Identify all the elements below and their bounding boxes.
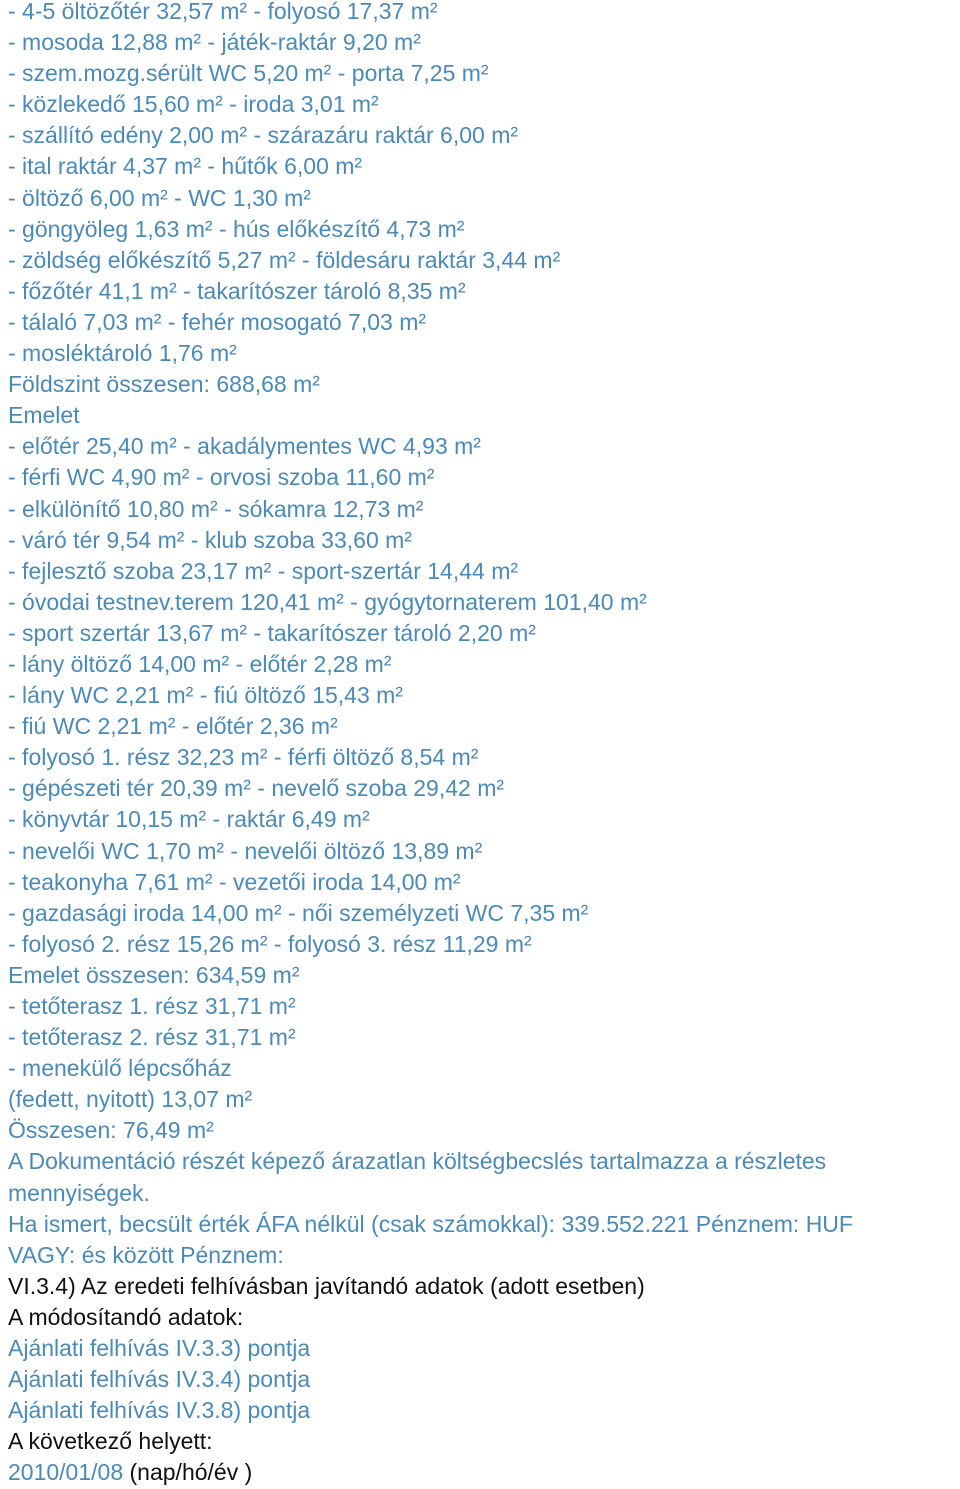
text-line: - tetőterasz 1. rész 31,71 m²: [8, 993, 296, 1019]
text-line: - ital raktár 4,37 m² - hűtők 6,00 m²: [8, 153, 363, 180]
document-body: [8, 0, 958, 1489]
text-line: - szállító edény 2,00 m² - szárazáru raktár 6,00 m²: [8, 122, 519, 149]
text-line: - menekülő lépcsőház: [8, 1055, 232, 1082]
text-line: VAGY: és között Pénznem:: [8, 1241, 284, 1268]
modify-label: A módosítandó adatok:: [8, 1303, 244, 1330]
text-line: - folyosó 1. rész 32,23 m² - férfi öltöző 8,54 m²: [8, 744, 479, 771]
text-line: - gépészeti tér 20,39 m² - nevelő szoba 29,42 m²: [8, 775, 505, 802]
text-line: - óvodai testnev.terem 120,41 m² - gyógytornaterem 101,40 m²: [8, 588, 647, 615]
text-line: - szem.mozg.sérült WC 5,20 m² - porta 7,25 m²: [8, 60, 489, 87]
text-line: - lány öltöző 14,00 m² - előtér 2,28 m²: [8, 650, 392, 677]
text-line: - fejlesztő szoba 23,17 m² - sport-szertár 14,44 m²: [8, 557, 519, 584]
text-line: - zöldség előkészítő 5,27 m² - földesáru raktár 3,44 m²: [8, 246, 561, 273]
reference-line: Ajánlati felhívás IV.3.8) pontja: [8, 1397, 311, 1424]
subtotal-ground-floor: Földszint összesen: 688,68 m²: [8, 371, 320, 398]
text-line: - teakonyha 7,61 m² - vezetői iroda 14,00 m²: [8, 868, 461, 895]
text-line: - göngyöleg 1,63 m² - hús előkészítő 4,73 m²: [8, 215, 465, 242]
text-line: - főzőtér 41,1 m² - takarítószer tároló 8,35 m²: [8, 277, 466, 304]
text-line: - közlekedő 15,60 m² - iroda 3,01 m²: [8, 91, 379, 118]
text-line: - folyosó 2. rész 15,26 m² - folyosó 3. rész 11,29 m²: [8, 930, 532, 957]
subtotal-upper-floor: Emelet összesen: 634,59 m²: [8, 961, 300, 988]
text-line: - tetőterasz 2. rész 31,71 m²: [8, 1024, 296, 1051]
text-line: - mosoda 12,88 m² - játék-raktár 9,20 m²: [8, 29, 421, 56]
text-line: - öltöző 6,00 m² - WC 1,30 m²: [8, 184, 311, 211]
date-value: 2010/01/08: [8, 1459, 124, 1486]
text-line: - sport szertár 13,67 m² - takarítószer tároló 2,20 m²: [8, 619, 536, 646]
total-terrace: Összesen: 76,49 m²: [8, 1117, 214, 1144]
reference-line: Ajánlati felhívás IV.3.3) pontja: [8, 1335, 311, 1362]
text-line: - férfi WC 4,90 m² - orvosi szoba 11,60 m²: [8, 464, 435, 491]
text-line: - váró tér 9,54 m² - klub szoba 33,60 m²: [8, 526, 412, 553]
text-line: mennyiségek.: [8, 1179, 150, 1206]
text-line: - előtér 25,40 m² - akadálymentes WC 4,93 m²: [8, 433, 481, 460]
text-line: - elkülönítő 10,80 m² - sókamra 12,73 m²: [8, 495, 424, 522]
text-line: - tálaló 7,03 m² - fehér mosogató 7,03 m²: [8, 308, 427, 335]
text-line: - mosléktároló 1,76 m²: [8, 340, 237, 367]
text-line: (fedett, nyitott) 13,07 m²: [8, 1086, 253, 1113]
text-line: - gazdasági iroda 14,00 m² - női személyzeti WC 7,35 m²: [8, 899, 589, 926]
text-line: - könyvtár 10,15 m² - raktár 6,49 m²: [8, 806, 370, 833]
text-line: - fiú WC 2,21 m² - előtér 2,36 m²: [8, 713, 338, 740]
text-line: - lány WC 2,21 m² - fiú öltöző 15,43 m²: [8, 682, 403, 709]
date-format: (nap/hó/év ): [129, 1459, 253, 1486]
reference-line: Ajánlati felhívás IV.3.4) pontja: [8, 1366, 311, 1393]
text-line: A Dokumentáció részét képező árazatlan költségbecslés tartalmazza a részletes: [8, 1148, 827, 1175]
section-heading: VI.3.4) Az eredeti felhívásban javítandó adatok (adott esetben): [8, 1272, 645, 1299]
estimated-value-line: Ha ismert, becsült érték ÁFA nélkül (csak számokkal): 339.552.221 Pénznem: HUF: [8, 1210, 853, 1237]
text-line: - 4-5 öltözőtér 32,57 m² - folyosó 17,37 m²: [8, 0, 438, 24]
section-label-upper-floor: Emelet: [8, 402, 80, 429]
instead-label: A következő helyett:: [8, 1428, 213, 1455]
text-line: - nevelői WC 1,70 m² - nevelői öltöző 13,89 m²: [8, 837, 483, 864]
